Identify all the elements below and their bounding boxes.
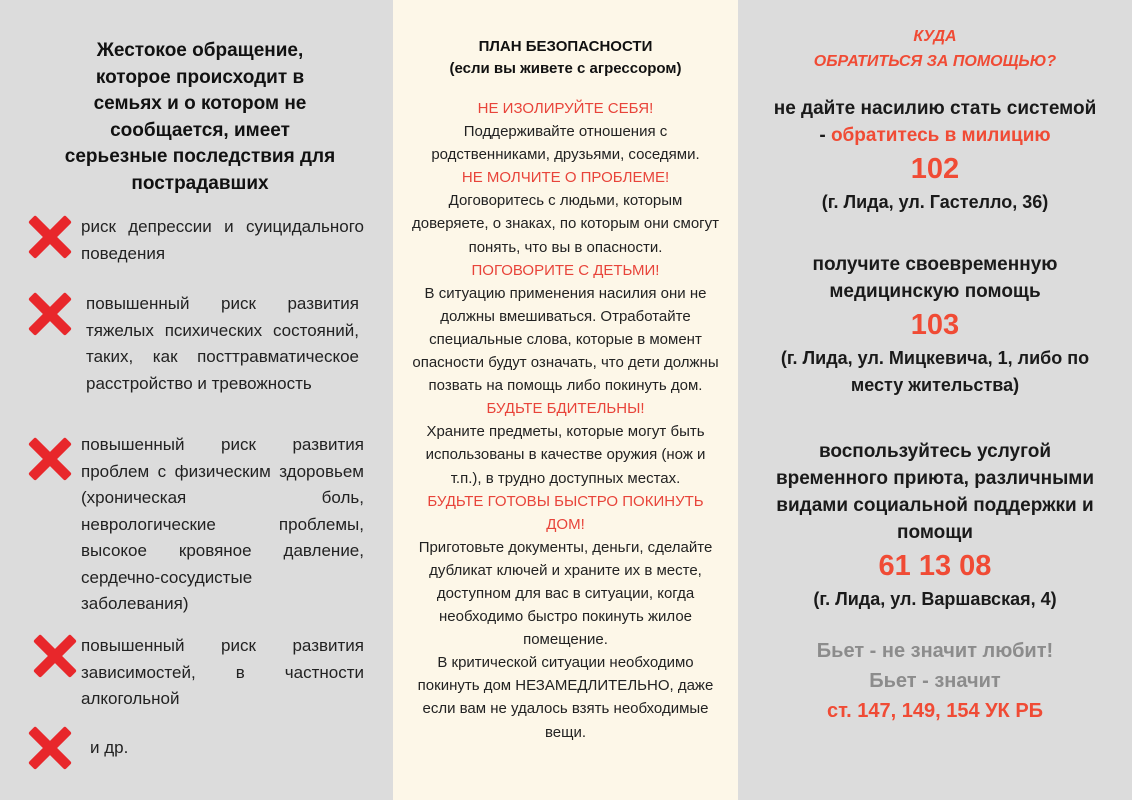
slogan-line1: Бьет - не значит любит! <box>816 640 1054 662</box>
risk-item-physical: повышенный риск развития проблем с физическим здоровьем (хроническая боль, неврологические проблемы, высокое кровяное давление, сердечно-сосудистые заболевания) <box>81 435 364 613</box>
cross-icon <box>33 634 77 678</box>
shelter-address: (г. Лида, ул. Варшавская, 4) <box>813 589 1057 609</box>
cross-icon <box>28 215 72 259</box>
risk-item-depression: риск депрессии и суицидального поведения <box>81 217 364 263</box>
police-link-text: обратитесь в милицию <box>830 125 1051 146</box>
section-text: В ситуацию применения насилия они не должны вмешиваться. Отработайте специальные слова, которые в момент опасности будут означать, что дети должны позвать на помощь либо покинуть дом. <box>412 284 719 395</box>
closing-text: В критической ситуации необходимо покинуть дом НЕЗАМЕДЛИТЕЛЬНО, даже если вам не удалось взять необходимые вещи. <box>417 654 714 741</box>
cross-icon <box>28 292 72 336</box>
slogan-block <box>738 636 1132 726</box>
risk-item-mental: повышенный риск развития тяжелых психических состояний, таких, как посттравматическое расстройство и тревожность <box>86 294 359 393</box>
help-header: КУДА ОБРАТИТЬСЯ ЗА ПОМОЩЬЮ? <box>813 28 1057 70</box>
section-heading: НЕ ИЗОЛИРУЙТЕ СЕБЯ! <box>477 100 654 117</box>
cross-icon <box>28 437 72 481</box>
left-column <box>0 0 393 800</box>
left-heading: Жестокое обращение, которое происходит в семьях и о котором не сообщается, имеет серьезные последствия для пострадавших <box>64 40 336 194</box>
section-text: Поддерживайте отношения с родственниками, друзьями, соседями. <box>431 123 700 164</box>
section-text: Приготовьте документы, деньги, сделайте дубликат ключей и храните их в месте, доступном для вас в ситуации, когда необходимо быстро покинуть жилое помещение. <box>418 538 713 649</box>
section-heading: БУДЬТЕ ГОТОВЫ БЫСТРО ПОКИНУТЬ ДОМ! <box>427 492 704 533</box>
safety-plan-body <box>411 97 720 744</box>
risk-item-etc: и др. <box>90 738 129 757</box>
risk-item-addiction: повышенный риск развития зависимостей, в частности алкогольной <box>81 636 364 708</box>
section-heading: БУДЬТЕ БДИТЕЛЬНЫ! <box>486 400 645 418</box>
police-block: не дайте насилию стать системой - обратитесь в милицию 102 (г. Лида, ул. Гастелло, 36) <box>738 95 1132 216</box>
slogan-line2: Бьет - значит <box>869 670 1001 692</box>
section-text: Храните предметы, которые могут быть использованы в качестве оружия (нож и т.п.), в трудно доступных местах. <box>425 423 706 487</box>
medical-number: 103 <box>910 309 960 341</box>
shelter-number: 61 13 08 <box>878 550 992 582</box>
section-heading: НЕ МОЛЧИТЕ О ПРОБЛЕМЕ! <box>461 169 670 187</box>
right-column <box>738 0 1132 800</box>
middle-column <box>393 0 738 800</box>
police-number: 102 <box>910 153 960 185</box>
safety-plan-title: ПЛАН БЕЗОПАСНОСТИ (если вы живете с агрессором) <box>449 38 682 77</box>
section-heading: ПОГОВОРИТЕ С ДЕТЬМИ! <box>471 261 660 279</box>
section-text: Договоритесь с людьми, которым доверяете, о знаках, по которым они смогут понять, что вы в опасности. <box>411 192 720 256</box>
medical-block: получите своевременную медицинскую помощь 103 (г. Лида, ул. Мицкевича, 1, либо по месту жительства) <box>738 251 1132 399</box>
slogan-articles: ст. 147, 149, 154 УК РБ <box>826 700 1044 722</box>
shelter-block: воспользуйтесь услугой временного приюта, различными видами социальной поддержки и помощи 61 13 08 (г. Лида, ул. Варшавская, 4) <box>738 438 1132 613</box>
cross-icon <box>28 726 72 770</box>
police-address: (г. Лида, ул. Гастелло, 36) <box>821 192 1049 212</box>
